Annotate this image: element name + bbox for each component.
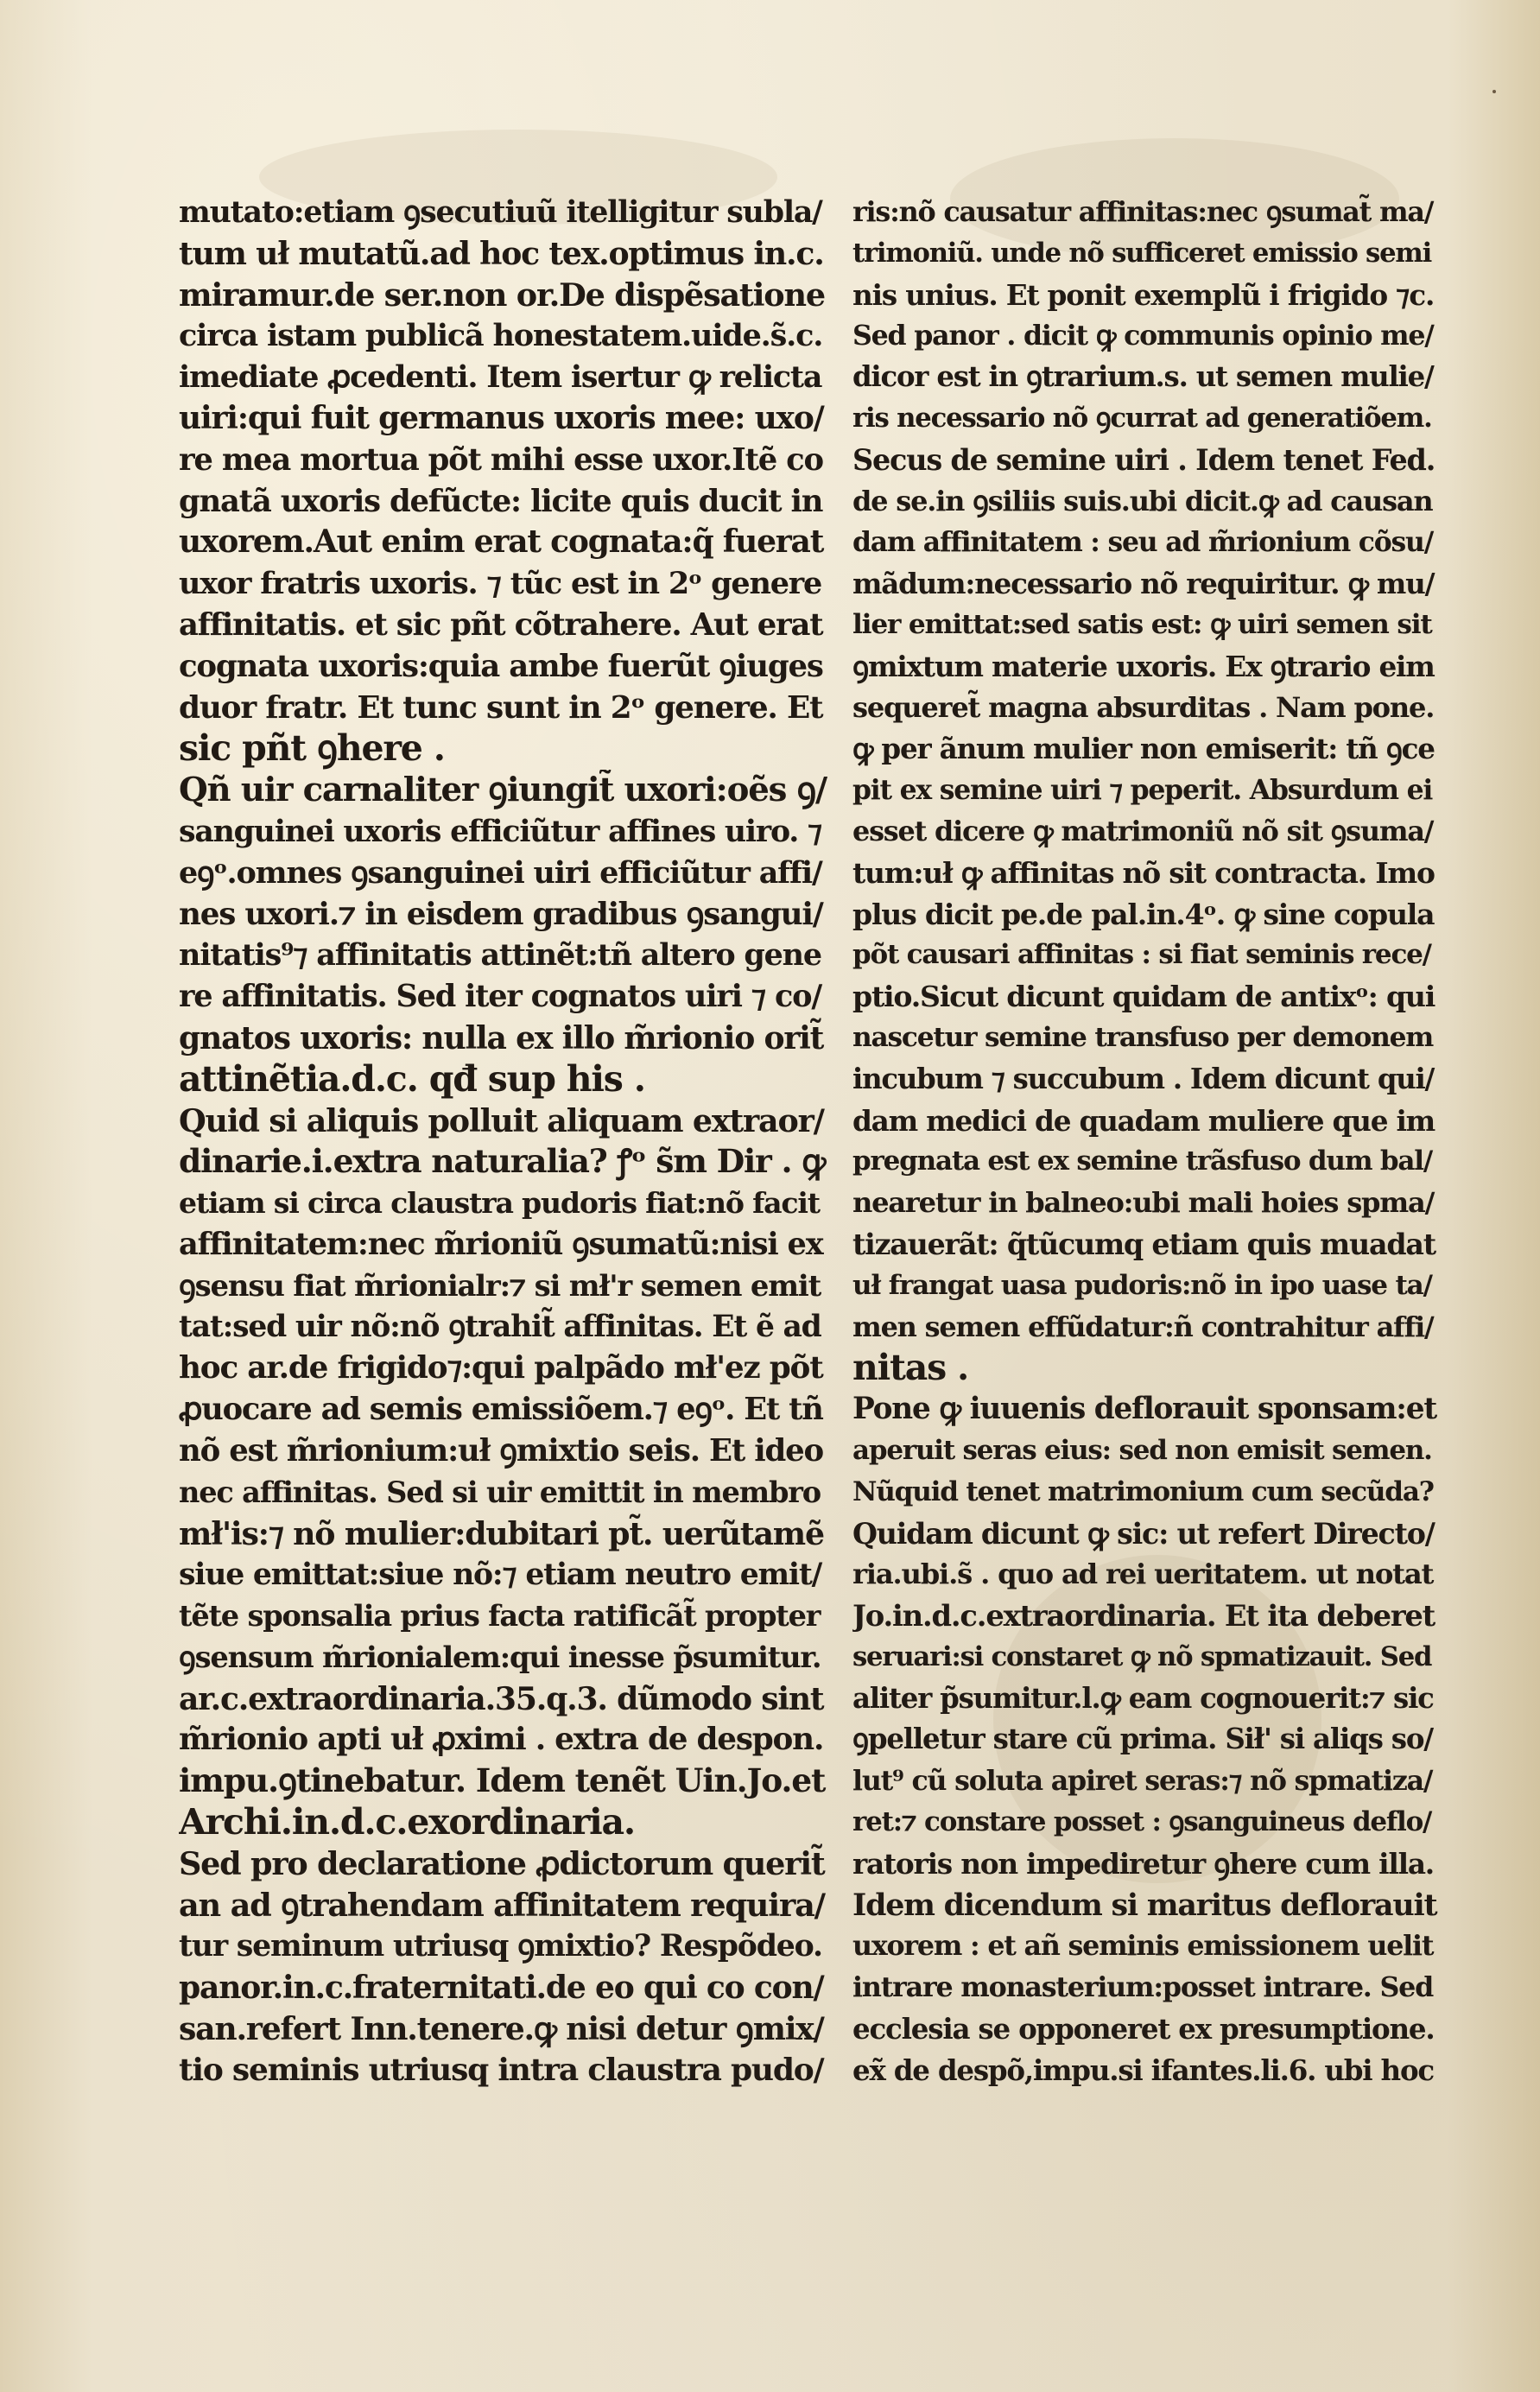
text-line: pit ex semine uiri ⁊ peperit. Absurdum ei [852,774,1433,807]
text-line: Secus de semine uiri . Idem tenet Fed. [852,442,1435,477]
text-line: etiam si circa claustra pudoris fiat:nõ facit [179,1186,820,1221]
text-line: uł frangat uasa pudoris:nõ in ipo uase ta/ [852,1269,1432,1301]
text-line: nes uxori.⁊ in eisdem gradibus ꝯsangui/ [179,895,823,932]
text-line: aperuit seras eius: sed non emisit semen. [852,1434,1432,1466]
text-line: panor.in.c.fraternitati.de eo qui co con/ [179,1969,824,2007]
text-line: seruari:si constaret ꝙ nõ spmatizauit. Sed [852,1640,1432,1672]
text-line: m̃rionio apti uł ꝓximi . extra de despon. [179,1721,824,1758]
text-line: ꝯpelletur stare cũ prima. Sił' si aliqs so/ [852,1723,1433,1756]
left-text-column [179,192,835,2091]
text-line: Archi.in.d.c.exordinaria. [179,1802,635,1843]
text-line: attinẽtia.d.c. qđ sup his . [179,1058,645,1100]
text-line: dicor est in ꝯtrarium.s. ut semen mulie/ [852,360,1434,394]
text-line: eꝯᵒ.omnes ꝯsanguinei uiri efficiũtur affi/ [179,854,822,891]
text-line: re affinitatis. Sed iter cognatos uiri ⁊ co/ [179,979,821,1015]
text-line: mutato:etiam ꝯsecutiuũ itelligitur subla/ [179,194,822,230]
text-line: tat:sed uir nõ:nõ ꝯtrahit̃ affinitas. Et ẽ ad [179,1309,821,1344]
text-line: tum uł mutatũ.ad hoc tex.optimus in.c. [179,234,824,272]
text-line: uxorem : et añ seminis emissionem uelit [852,1930,1434,1963]
text-line: trimoniũ. unde nõ sufficeret emissio semi [852,237,1432,269]
text-line: Nũquid tenet matrimonium cum secũda? [852,1475,1434,1507]
text-line: uxor fratris uxoris. ⁊ tũc est in 2ᵒ genere [179,566,822,602]
text-line: lut⁹ cũ soluta apiret seras:⁊ nõ spmatiza/ [852,1765,1433,1798]
text-line: dam medici de quadam muliere que im [852,1103,1435,1138]
text-line: esset dicere ꝙ matrimoniũ nõ sit ꝯsuma/ [852,814,1434,847]
text-line: men semen effũdatur:ñ contrahitur affi/ [852,1310,1434,1343]
text-line: tizauerãt: q̃tũcumq etiam quis muadat [852,1227,1435,1261]
text-line: ris necessario nõ ꝯcurrat ad generatiõem. [852,402,1432,434]
text-line: siue emittat:siue nõ:⁊ etiam neutro emit/ [179,1557,822,1593]
text-line: nec affinitas. Sed si uir emittit in membro [179,1474,821,1509]
text-line: sic pñt ꝯhere . [179,728,445,770]
text-line: intrare monasterium:posset intrare. Sed [852,1971,1434,2004]
text-line: ꝓuocare ad semis emissiõem.⁊ eꝯᵒ. Et tñ [179,1392,823,1428]
text-line: sequeret̃ magna absurditas . Nam pone. [852,690,1435,724]
text-line: tum:uł ꝙ affinitas nõ sit contracta. Imo [852,855,1435,890]
text-line: sanguinei uxoris efficiũtur affines uiro. ⁊ [179,813,822,849]
text-line: nõ est m̃rionium:uł ꝯmixtio seis. Et ideo [179,1432,823,1469]
text-line: duor fratr. Et tunc sunt in 2ᵒ genere. Et [179,688,823,726]
text-line: plus dicit pe.de pal.in.4ᵒ. ꝙ sine copula [852,897,1435,931]
text-line: nis unius. Et ponit exemplũ i frigido ⁊c. [852,277,1435,312]
text-line: Jo.in.d.c.extraordinaria. Et ita deberet [852,1598,1435,1634]
text-line: Sed pro declaratione ꝓdictorum querit̃ [179,1844,825,1882]
text-line: re mea mortua põt mihi esse uxor.Itẽ co [179,441,823,478]
text-line: uxorem.Aut enim erat cognata:q̃ fuerat [179,523,824,561]
text-line: ex̃ de despõ,impu.si ifantes.li.6. ubi hoc [852,2053,1434,2087]
text-line: gnatã uxoris defũcte: licite quis ducit in [179,483,823,519]
text-line: de se.in ꝯsiliis suis.ubi dicit.ꝙ ad causan [852,484,1433,517]
text-line: pregnata est ex semine trãsfuso dum bal/ [852,1145,1432,1177]
text-line: imediate ꝓcedenti. Item isertur ꝙ relicta [179,359,822,396]
text-line: gnatos uxoris: nulla ex illo m̃rionio orit̃ [179,1018,824,1056]
text-line: nearetur in balneo:ubi mali hoies spma/ [852,1186,1435,1220]
text-line: ꝙ per ãnum mulier non emiserit: tñ ꝯce [852,732,1435,766]
text-line: nitatis⁹⁊ affinitatis attinẽt:tñ altero gene [179,937,821,974]
text-line: mãdum:necessario nõ requiritur. ꝙ mu/ [852,567,1435,601]
text-line: ꝯsensum m̃rionialem:qui inesse p̃sumitur. [179,1639,821,1674]
text-line: nascetur semine transfuso per demonem [852,1021,1434,1053]
text-line: Pone ꝙ iuuenis deflorauit sponsam:et [852,1392,1436,1427]
text-line: ris:nõ causatur affinitas:nec ꝯsumat̃ ma/ [852,196,1434,228]
text-line: cognata uxoris:quia ambe fuerũt ꝯiuges [179,648,823,684]
text-line: tur seminum utriusq ꝯmixtio? Respõdeo. [179,1928,822,1964]
text-line: ptio.Sicut dicunt quidam de antixᵒ: qui [852,980,1435,1014]
text-line: ratoris non impediretur ꝯhere cum illa. [852,1846,1434,1881]
text-line: dam affinitatem : seu ad m̃rionium cõsu/ [852,526,1433,559]
text-line: ret:⁊ constare posset : ꝯsanguineus deflo/ [852,1806,1432,1838]
text-line: Idem dicendum si maritus deflorauit [852,1887,1437,1923]
text-line: ꝯmixtum materie uxoris. Ex ꝯtrario eim [852,649,1435,683]
text-line: circa istam publicã honestatem.uide.s̃.c. [179,318,823,354]
text-line: ecclesia se opponeret ex presumptione. [852,2012,1435,2046]
text-line: ar.c.extraordinaria.35.q.3. dũmodo sint [179,1679,824,1717]
text-line: Quidam dicunt ꝙ sic: ut refert Directo/ [852,1516,1435,1551]
text-line: impu.ꝯtinebatur. Idem tenẽt Uin.Jo.et [179,1761,826,1800]
text-line: ria.ubi.s̃ . quo ad rei ueritatem. ut notat [852,1558,1434,1591]
text-line: Qñ uir carnaliter ꝯiungit̃ uxori:oẽs ꝯ/ [179,771,827,810]
text-line: nitas . [852,1348,969,1389]
text-line: affinitatis. et sic pñt cõtrahere. Aut erat [179,606,823,643]
text-line: Quid si aliquis polluit aliquam extraor/ [179,1101,824,1139]
text-line: dinarie.i.extra naturalia? ꝭᵒ s̃m Dir . ꝙ [179,1142,826,1181]
text-line: tẽte sponsalia prius facta ratificãt̃ propter [179,1598,821,1634]
text-line: incubum ⁊ succubum . Idem dicunt qui/ [852,1062,1435,1095]
text-line: Sed panor . dicit ꝙ communis opinio me/ [852,320,1434,352]
text-line: ꝯsensu fiat m̃rionialr:⁊ si mł'r semen emit [179,1267,821,1303]
text-line: affinitatem:nec m̃rioniũ ꝯsumatũ:nisi ex [179,1226,823,1262]
ink-speck [1492,90,1496,93]
text-line: aliter p̃sumitur.l.ꝙ eam cognouerit:⁊ sic [852,1681,1434,1715]
text-line: tio seminis utriusq intra claustra pudo/ [179,2051,824,2088]
text-line: an ad ꝯtrahendam affinitatem requira/ [179,1886,825,1924]
text-line: lier emittat:sed satis est: ꝙ uiri semen sit [852,608,1432,640]
text-line: miramur.de ser.non or.De dispẽsatione [179,276,825,314]
text-line: mł'is:⁊ nõ mulier:dubitari pt̃. uerũtamẽ [179,1514,824,1552]
right-text-column [852,192,1448,2091]
text-line: san.refert Inn.tenere.ꝙ nisi detur ꝯmix/ [179,2010,824,2048]
text-line: põt causari affinitas : si fiat seminis rece/ [852,939,1431,971]
text-line: uiri:qui fuit germanus uxoris mee: uxo/ [179,399,824,436]
text-line: hoc ar.de frigido⁊:qui palpãdo mł'ez põt [179,1349,823,1386]
